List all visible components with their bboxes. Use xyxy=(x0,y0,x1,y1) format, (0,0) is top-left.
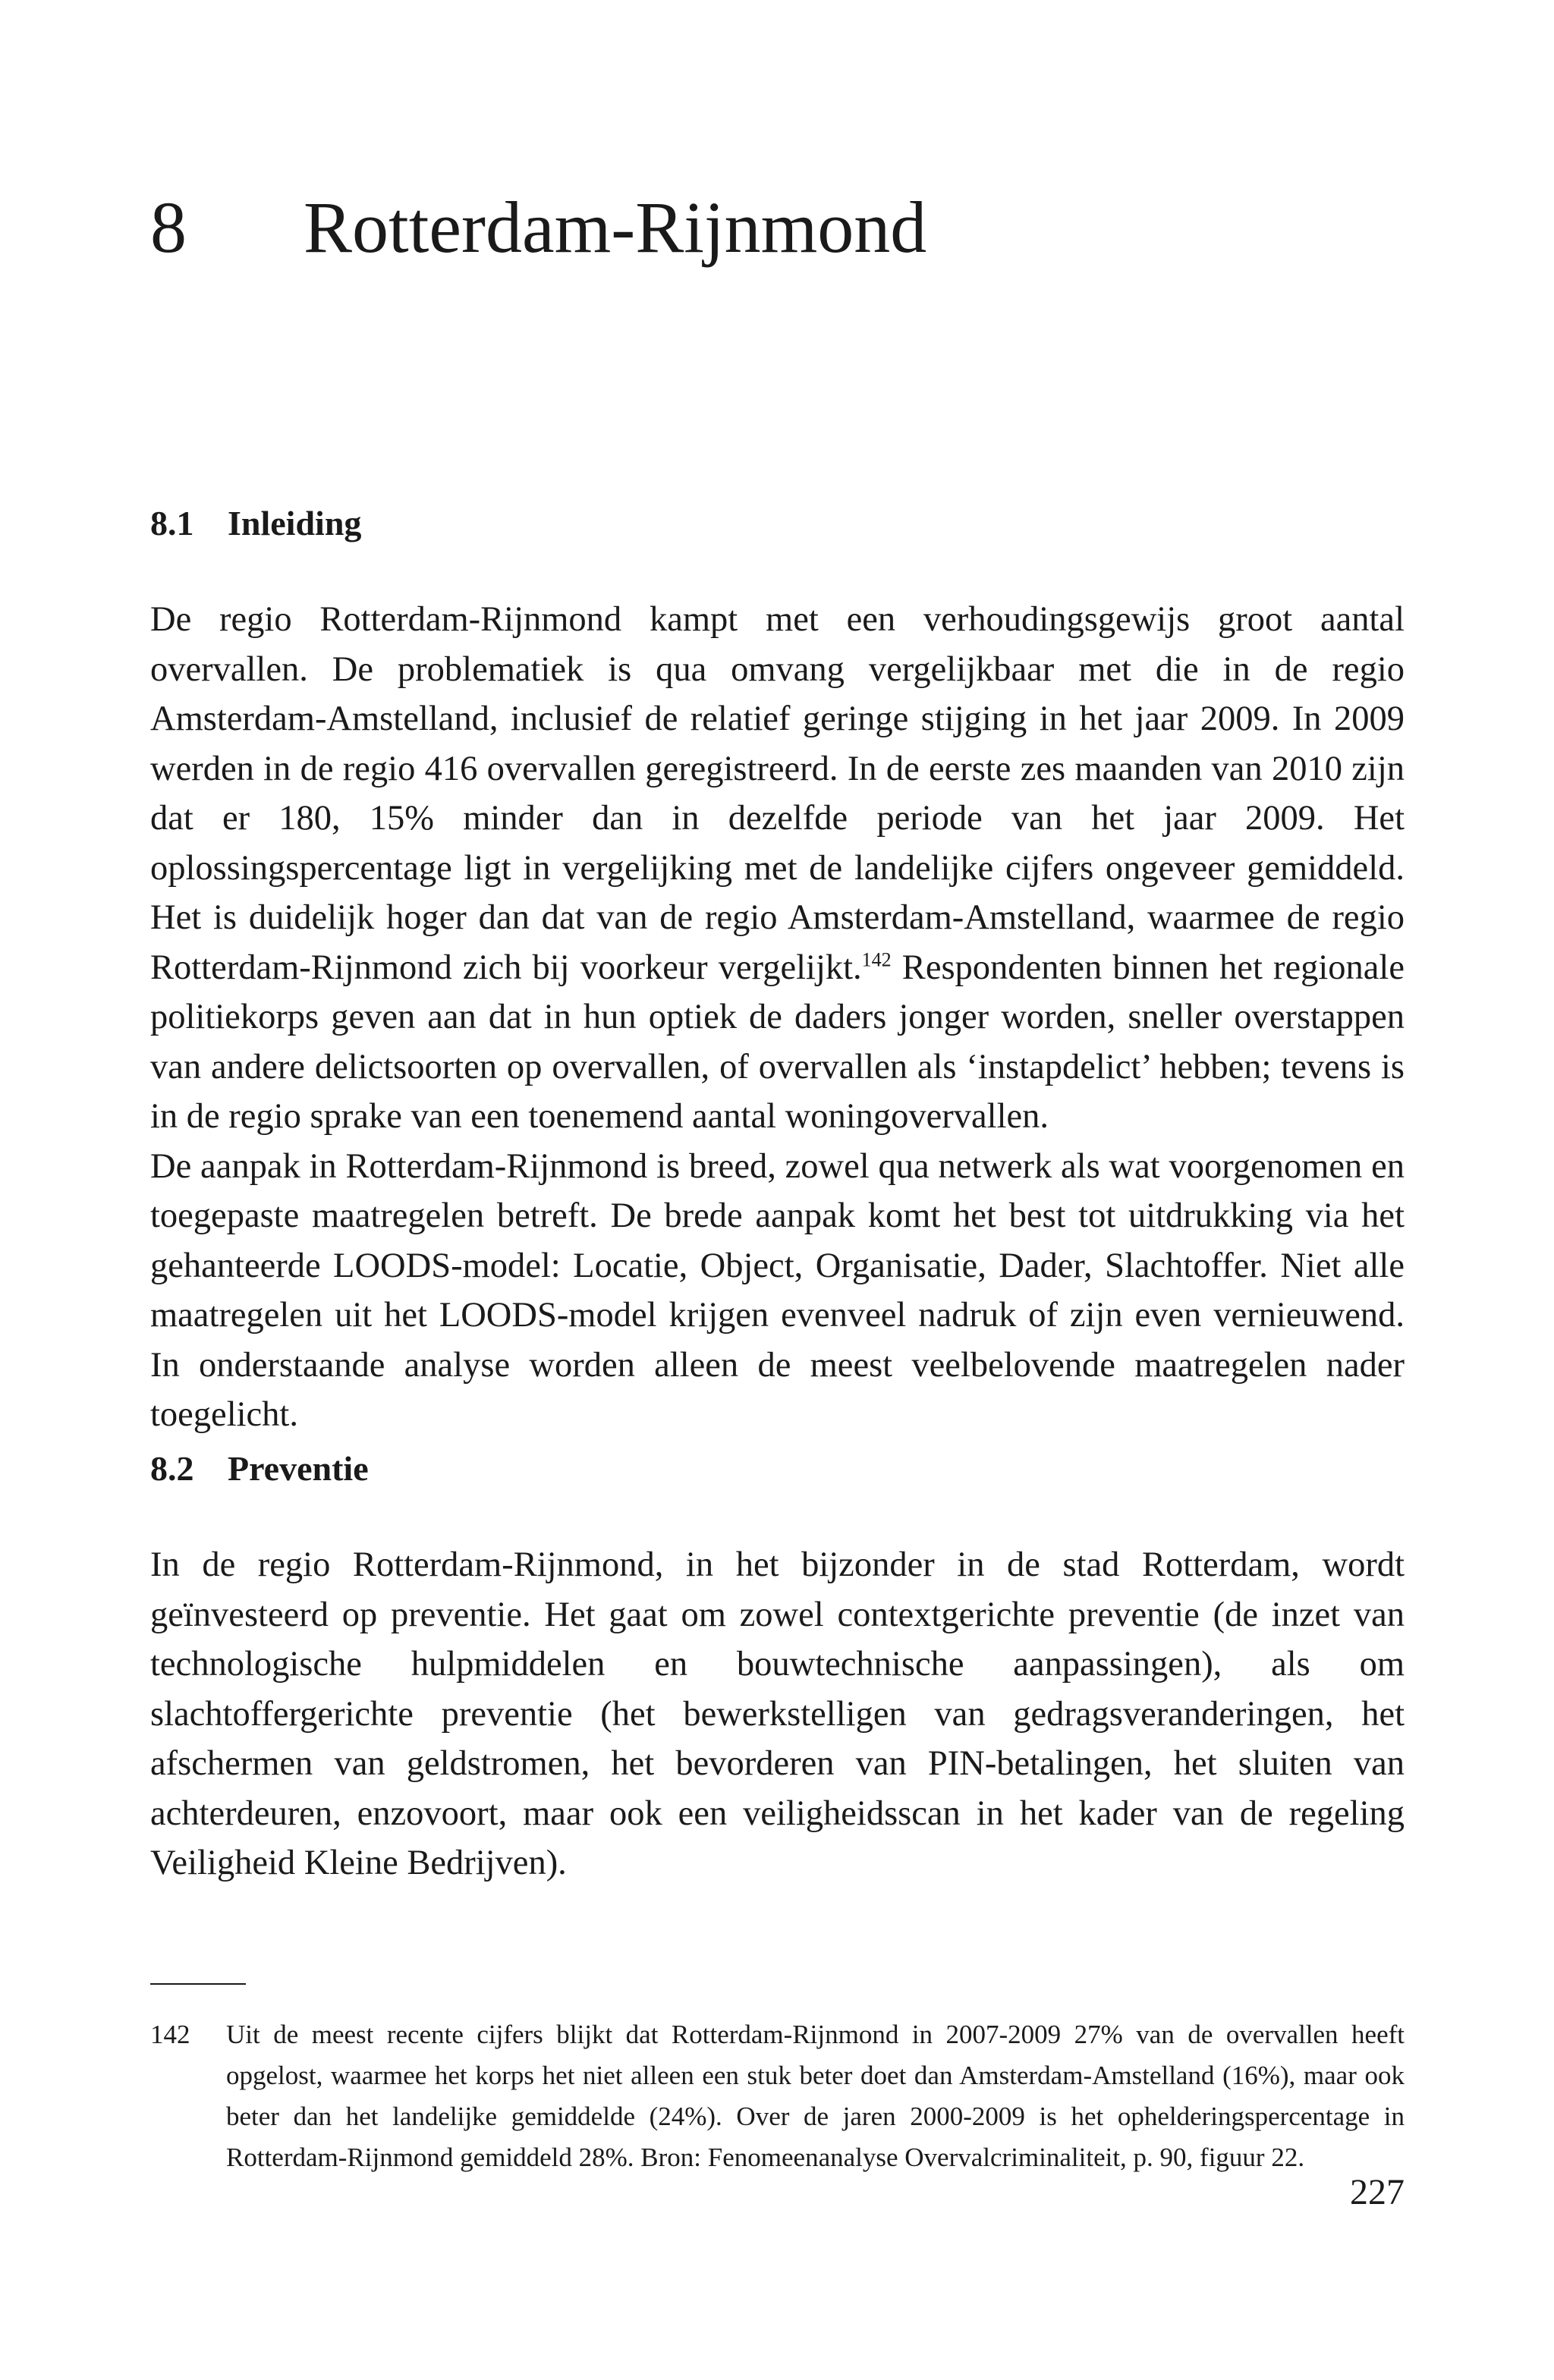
section-title: Preventie xyxy=(228,1449,369,1488)
section-inleiding-body xyxy=(150,595,1405,1440)
paragraph: De aanpak in Rotterdam-Rijnmond is breed, zowel qua netwerk als wat voorgenomen en toegepaste maatregelen betreft. De brede aanpak komt het best tot uitdrukking via het gehanteerde LOODS-model: Locatie, Object, Organisatie, Dader, Slachtoffer. Niet alle maatregelen uit het LOODS-model krijgen evenveel nadruk of zijn even vernieuwend. In onderstaande analyse worden alleen de meest veelbelovende maatregelen nader toegelicht. xyxy=(150,1146,1405,1434)
paragraph-text: De regio Rotterdam-Rijnmond kampt met een verhoudingsgewijs groot aantal overvallen. De problematiek is qua omvang vergelijkbaar met die in de regio Amsterdam-Amstelland, inclusief de relatief geringe stijging in het jaar 2009. In 2009 werden in de regio 416 overvallen geregistreerd. In de eerste zes maanden van 2010 zijn dat er 180, 15% minder dan in dezelfde periode van het jaar 2009. Het oplossingspercentage ligt in vergelijking met de landelijke cijfers ongeveer gemiddeld. Het is duidelijk hoger dan dat van de regio Amsterdam-Amstelland, waarmee de regio Rotterdam-Rijnmond zich bij voorkeur vergelijkt. xyxy=(150,600,1405,987)
chapter-title: Rotterdam-Rijnmond xyxy=(304,187,927,268)
page-number: 227 xyxy=(1350,2172,1405,2212)
section-number: 8.2 xyxy=(150,1449,194,1488)
section-number: 8.1 xyxy=(150,504,194,542)
paragraph: In de regio Rotterdam-Rijnmond, in het bijzonder in de stad Rotterdam, wordt geïnvesteerd op preventie. Het gaat om zowel contextgerichte preventie (de inzet van technologische hulpmiddelen en bouwtechnische aanpassingen), als om slachtoffergerichte preventie (het bewerkstelligen van gedragsveranderingen, het afschermen van geldstromen, het bevorderen van PIN-betalingen, het sluiten van achterdeuren, enzovoort, maar ook een veiligheidsscan in het kader van de regeling Veiligheid Kleine Bedrijven). xyxy=(150,1545,1405,1882)
footnote-separator xyxy=(150,1983,246,1985)
footnote-number: 142 xyxy=(150,2020,190,2049)
footnote-reference: 142 xyxy=(861,948,892,970)
section-preventie-body xyxy=(150,1540,1405,1888)
paragraph-text-continued: Respondenten binnen het regionale politiekorps geven aan dat in hun optiek de daders jonger worden, sneller overstappen van andere delictsoorten op overvallen, of overvallen als ‘instapdelict’ hebben; tevens is in de regio sprake van een toenemend aantal woningovervallen. xyxy=(150,948,1405,1136)
section-heading-preventie xyxy=(150,1446,369,1492)
section-title: Inleiding xyxy=(228,504,362,542)
footnote-text: Uit de meest recente cijfers blijkt dat Rotterdam-Rijnmond in 2007-2009 27% van de overvallen heeft opgelost, waarmee het korps het niet alleen een stuk beter doet dan Amsterdam-Amstelland (16%), maar ook beter dan het landelijke gemiddelde (24%). Over de jaren 2000-2009 is het ophelderingspercentage in Rotterdam-Rijnmond gemiddeld 28%. Bron: Fenomeenanalyse Overvalcriminaliteit, p. 90, figuur 22. xyxy=(226,2020,1405,2172)
chapter-number: 8 xyxy=(150,187,187,268)
section-heading-inleiding xyxy=(150,501,361,546)
paragraph xyxy=(150,595,1405,1142)
